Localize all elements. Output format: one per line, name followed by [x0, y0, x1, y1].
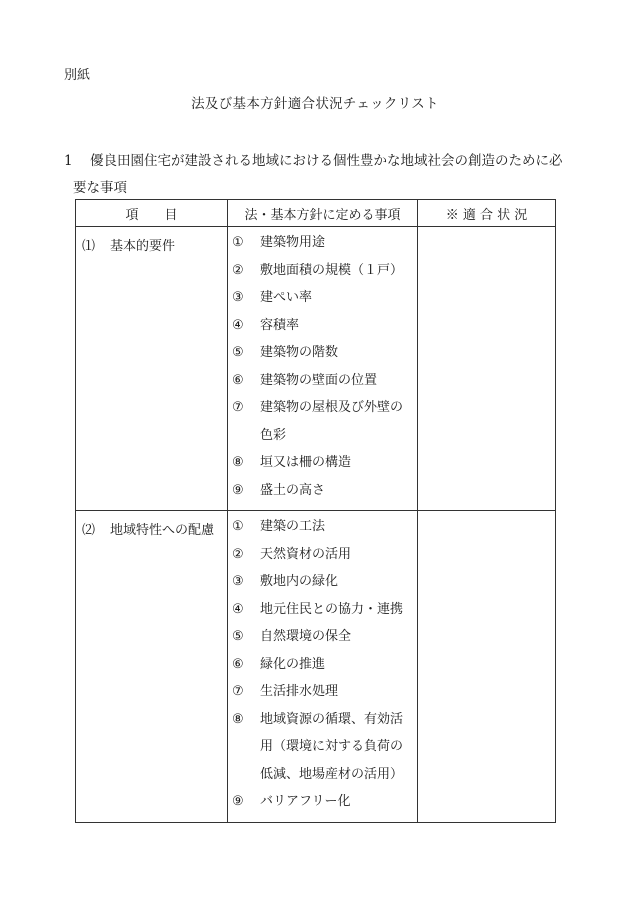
item-text: 建築物の屋根及び外壁の色彩: [260, 400, 404, 443]
item-mark: ⑥: [232, 656, 244, 672]
category-cell: [76, 511, 228, 823]
item-mark: ③: [232, 290, 244, 305]
item-mark: ①: [232, 519, 244, 534]
list-item: [232, 339, 413, 367]
list-item: [232, 788, 413, 816]
list-item: [232, 229, 413, 257]
list-item: [232, 449, 413, 477]
item-text: 容積率: [260, 317, 300, 333]
list-item: [232, 312, 413, 340]
item-mark: ⑤: [232, 345, 244, 360]
category-cell: [76, 227, 228, 511]
item-mark: ④: [232, 601, 244, 617]
law-item-list: [228, 227, 417, 510]
checklist-table: [75, 199, 556, 823]
item-text: 敷地面積の規模（１戸）: [260, 262, 404, 278]
category-number: ⑴: [82, 239, 96, 254]
list-item: [232, 394, 413, 449]
item-text: 建ぺい率: [260, 290, 313, 305]
list-item: [232, 596, 413, 624]
category-number: ⑵: [82, 523, 96, 538]
list-item: [232, 678, 413, 706]
list-item: [232, 568, 413, 596]
item-text: 建築物用途: [260, 235, 326, 250]
section-heading-line1: 優良田園住宅が建設される地域における個性豊かな地域社会の創造のために必: [90, 153, 563, 169]
list-item: [232, 257, 413, 285]
item-text: 地元住民との協力・連携: [260, 601, 404, 617]
law-item-list: [228, 511, 417, 822]
document-title: 法及び基本方針適合状況チェックリスト: [191, 96, 439, 112]
list-item: [232, 477, 413, 505]
list-item: [232, 513, 413, 541]
list-item: [232, 706, 413, 789]
item-mark: ⑦: [232, 400, 244, 415]
item-mark: ⑤: [232, 629, 244, 644]
list-item: [232, 367, 413, 395]
item-text: 敷地内の緑化: [260, 574, 339, 589]
item-text: 建築物の階数: [260, 345, 339, 360]
status-cell[interactable]: [418, 227, 556, 511]
list-item: [232, 284, 413, 312]
header-status: ※ 適 合 状 況: [418, 200, 556, 227]
header-item: 項 目: [76, 200, 228, 227]
law-items-cell: [228, 511, 418, 823]
list-item: [232, 623, 413, 651]
item-mark: ③: [232, 574, 244, 589]
item-mark: ①: [232, 235, 244, 250]
item-text: バリアフリー化: [260, 794, 351, 809]
list-item: [232, 651, 413, 679]
section-number: 1: [64, 153, 73, 169]
item-text: 自然環境の保全: [260, 629, 352, 644]
item-text: 緑化の推進: [260, 656, 326, 672]
item-mark: ⑨: [232, 794, 244, 809]
item-text: 天然資材の活用: [260, 546, 352, 562]
table-header-row: [76, 200, 556, 227]
item-mark: ②: [232, 546, 244, 562]
category-label: 地域特性への配慮: [110, 523, 215, 538]
item-text: 地域資源の循環、有効活用（環境に対する負荷の低減、地場産材の活用）: [260, 711, 404, 782]
item-mark: ⑧: [232, 711, 244, 727]
item-mark: ②: [232, 262, 244, 278]
item-mark: ⑥: [232, 372, 244, 388]
category-label: 基本的要件: [110, 239, 176, 254]
item-text: 盛土の高さ: [260, 482, 326, 498]
status-cell[interactable]: [418, 511, 556, 823]
item-mark: ⑨: [232, 482, 244, 498]
item-mark: ④: [232, 317, 244, 333]
attachment-label: 別紙: [64, 68, 91, 83]
item-text: 建築物の壁面の位置: [260, 372, 378, 388]
item-text: 垣又は柵の構造: [260, 455, 352, 470]
header-law: 法・基本方針に定める事項: [228, 200, 418, 227]
item-text: 建築の工法: [260, 519, 326, 534]
law-items-cell: [228, 227, 418, 511]
item-mark: ⑧: [232, 455, 244, 470]
section-heading-line2: 要な事項: [73, 180, 127, 196]
table-row: [76, 511, 556, 823]
section-heading: [64, 149, 563, 169]
list-item: [232, 541, 413, 569]
item-mark: ⑦: [232, 684, 244, 699]
table-row: [76, 227, 556, 511]
item-text: 生活排水処理: [260, 684, 339, 699]
